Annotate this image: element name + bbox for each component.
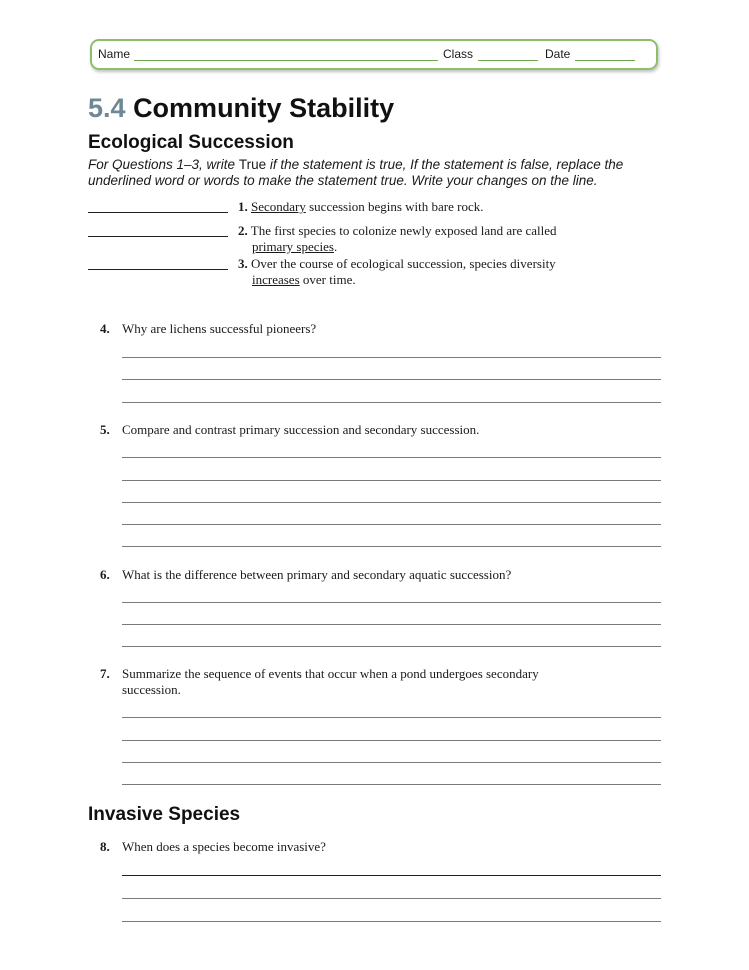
question-4 bbox=[100, 321, 620, 337]
question-text: What is the difference between primary and secondary aquatic succession? bbox=[122, 567, 512, 582]
section-number: 5.4 bbox=[88, 93, 126, 123]
date-field[interactable] bbox=[575, 60, 635, 61]
answer-blank-3[interactable] bbox=[88, 269, 228, 270]
item-number: 1. bbox=[238, 199, 248, 214]
item-text: The first species to colonize newly exposed land are called bbox=[250, 223, 557, 238]
page-title bbox=[88, 93, 394, 124]
class-label: Class bbox=[443, 47, 474, 61]
heading-invasive-species: Invasive Species bbox=[88, 804, 241, 825]
answer-line-q8-3[interactable] bbox=[122, 921, 661, 922]
question-number: 7. bbox=[100, 666, 110, 681]
answer-line-q4-3[interactable] bbox=[122, 402, 661, 403]
student-info-box bbox=[90, 39, 658, 70]
class-field[interactable] bbox=[478, 60, 538, 61]
answer-line-q6-3[interactable] bbox=[122, 646, 661, 647]
question-5 bbox=[100, 422, 620, 438]
question-text: Compare and contrast primary succession and secondary succession. bbox=[122, 422, 480, 437]
answer-blank-1[interactable] bbox=[88, 212, 228, 213]
answer-line-q7-2[interactable] bbox=[122, 740, 661, 741]
question-8 bbox=[100, 839, 620, 855]
date-label: Date bbox=[545, 47, 571, 61]
item-text-end: . bbox=[333, 239, 338, 254]
name-field[interactable] bbox=[134, 60, 438, 61]
answer-line-q8-1[interactable] bbox=[122, 875, 661, 876]
instructions bbox=[88, 157, 658, 189]
answer-line-q6-1[interactable] bbox=[122, 602, 661, 603]
tf-item-1 bbox=[238, 199, 628, 215]
answer-line-q4-2[interactable] bbox=[122, 379, 661, 380]
underlined-term: increases bbox=[252, 272, 300, 287]
answer-line-q7-3[interactable] bbox=[122, 762, 661, 763]
answer-line-q4-1[interactable] bbox=[122, 357, 661, 358]
item-number: 2. bbox=[238, 223, 248, 238]
tf-item-3 bbox=[238, 256, 628, 288]
question-text: Summarize the sequence of events that occur when a pond undergoes secondary bbox=[122, 666, 539, 681]
item-text: succession begins with bare rock. bbox=[305, 199, 484, 214]
item-text-end: over time. bbox=[299, 272, 356, 287]
item-text: Over the course of ecological succession, species diversity bbox=[251, 256, 556, 271]
tf-item-2 bbox=[238, 223, 628, 255]
answer-blank-2[interactable] bbox=[88, 236, 228, 237]
question-number: 4. bbox=[100, 321, 110, 336]
question-number: 5. bbox=[100, 422, 110, 437]
answer-line-q7-1[interactable] bbox=[122, 717, 661, 718]
question-text: Why are lichens successful pioneers? bbox=[122, 321, 317, 336]
section-title: Community Stability bbox=[133, 93, 395, 123]
name-label: Name bbox=[98, 47, 131, 61]
answer-line-q5-4[interactable] bbox=[122, 524, 661, 525]
answer-line-q5-3[interactable] bbox=[122, 502, 661, 503]
question-text: When does a species become invasive? bbox=[122, 839, 326, 854]
question-number: 6. bbox=[100, 567, 110, 582]
question-7 bbox=[100, 666, 620, 698]
question-6 bbox=[100, 567, 620, 583]
answer-line-q8-2[interactable] bbox=[122, 898, 661, 899]
answer-line-q7-4[interactable] bbox=[122, 784, 661, 785]
instructions-true-word: True bbox=[238, 157, 267, 172]
answer-line-q5-1[interactable] bbox=[122, 457, 661, 458]
question-text-cont: succession. bbox=[122, 682, 181, 697]
answer-line-q5-5[interactable] bbox=[122, 546, 661, 547]
item-number: 3. bbox=[238, 256, 248, 271]
heading-ecological-succession: Ecological Succession bbox=[88, 132, 294, 153]
question-number: 8. bbox=[100, 839, 110, 854]
instructions-part2: if the statement is true, If the statement is false, replace the underlined word or words to make the statement true. Write your changes on the line. bbox=[88, 157, 624, 188]
underlined-term: primary species bbox=[252, 239, 334, 254]
answer-line-q5-2[interactable] bbox=[122, 480, 661, 481]
underlined-term: Secondary bbox=[251, 199, 306, 214]
answer-line-q6-2[interactable] bbox=[122, 624, 661, 625]
instructions-part1: For Questions 1–3, write bbox=[88, 157, 239, 172]
